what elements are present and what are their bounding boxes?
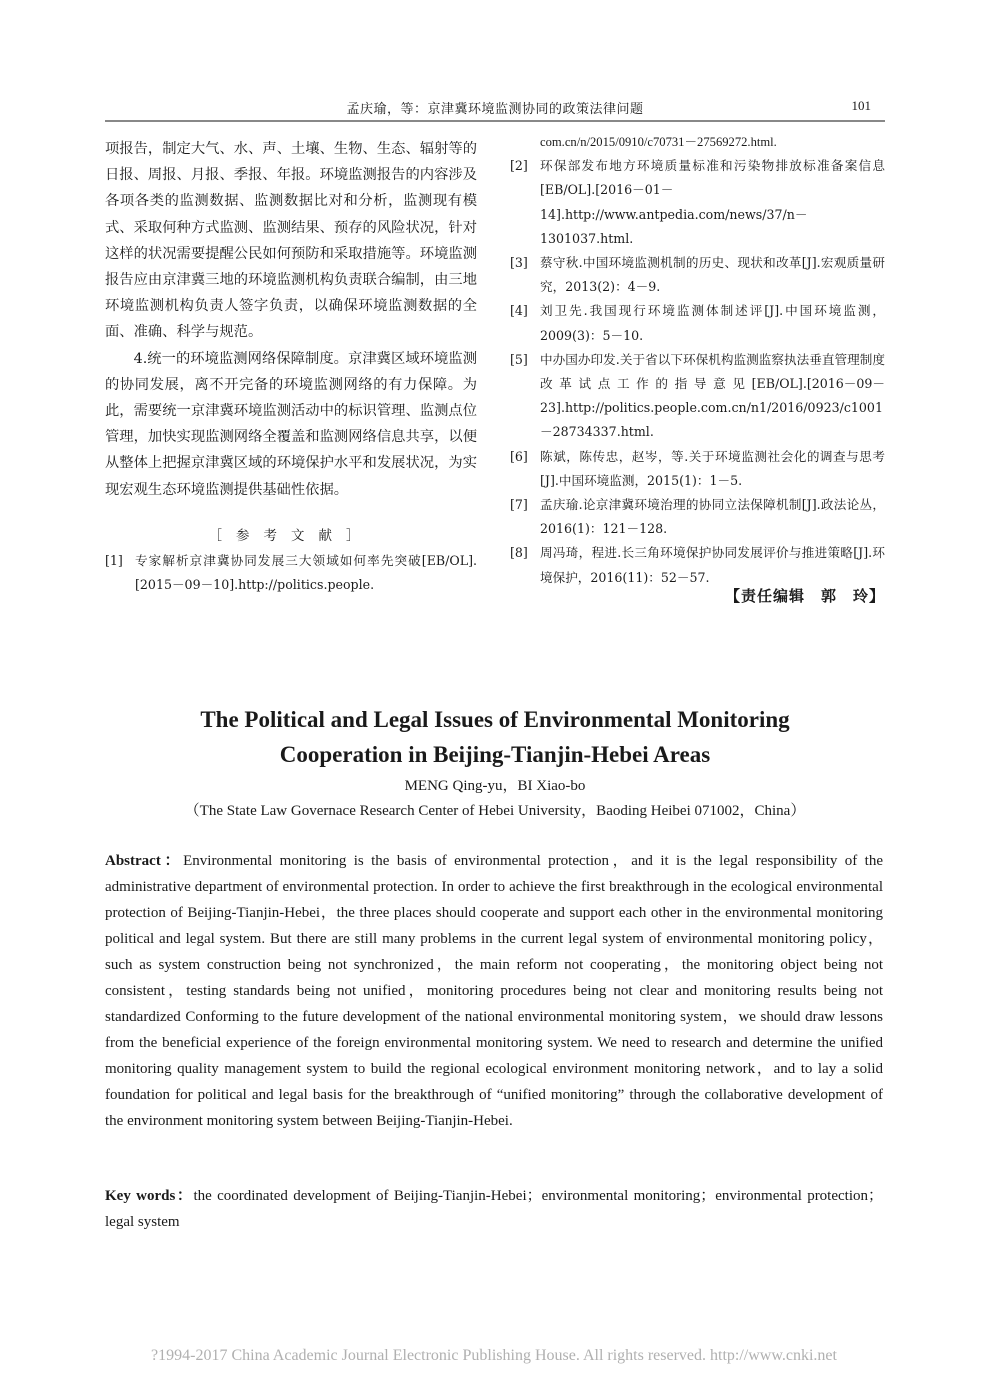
reference-text: 刘卫先.我国现行环境监测体制述评[J].中国环境监测，2009(3)：5－10. xyxy=(540,303,885,343)
page-number: 101 xyxy=(851,98,871,113)
right-column xyxy=(510,136,885,590)
keywords-label: Key words： xyxy=(105,1188,194,1204)
reference-item-continued xyxy=(510,130,885,154)
reference-item xyxy=(510,541,885,589)
reference-number: [2] xyxy=(510,158,528,174)
reference-text: 孟庆瑜.论京津冀环境治理的协同立法保障机制[J].政法论丛，2016(1)：121－128. xyxy=(540,497,885,537)
reference-number: [4] xyxy=(510,303,528,319)
keywords-text: the coordinated development of Beijing-Tianjin-Hebei；environmental monitoring；environmental protection；legal system xyxy=(105,1188,884,1230)
reference-item xyxy=(510,299,885,347)
english-affiliation: （The State Law Governace Research Center of Hebei University，Baoding Heibei 071002，China） xyxy=(184,803,806,819)
reference-text: 环保部发布地方环境质量标准和污染物排放标准备案信息[EB/OL].[2016－01－14].http://www.antpedia.com/news/37/n－1301037.html. xyxy=(540,158,885,246)
reference-item xyxy=(510,154,885,251)
reference-item xyxy=(510,493,885,541)
reference-number: [6] xyxy=(510,448,528,464)
references-list-left xyxy=(105,549,477,597)
reference-item xyxy=(510,445,885,493)
english-title-line-1: The Political and Legal Issues of Environmental Monitoring xyxy=(200,707,790,732)
reference-item xyxy=(510,251,885,299)
reference-text: 中办国办印发.关于省以下环保机构监测监察执法垂直管理制度改革试点工作的指导意见[EB/OL].[2016－09－23].http://politics.people.com.cn/n1/2016/0923/c1001－28734337.html. xyxy=(540,351,885,440)
reference-item xyxy=(510,348,885,445)
reference-number: [5] xyxy=(510,351,528,367)
references-list-right xyxy=(510,130,885,590)
body-paragraph: 项报告，制定大气、水、声、土壤、生物、生态、辐射等的日报、周报、月报、季报、年报。环境监测报告的内容涉及各项各类的监测数据、监测数据比对和分析，监测现有模式、采取何种方式监测、监测结果、预存的风险状况，针对这样的状况需要提醒公民如何预防和采取措施等。环境监测报告应由京津冀三地的环境监测机构负责联合编制，由三地环境监测机构负责人签字负责，以确保环境监测数据的全面、准确、科学与规范。 xyxy=(105,141,477,341)
reference-number: [1] xyxy=(105,553,123,569)
body-paragraph: 4.统一的环境监测网络保障制度。京津冀区域环境监测的协同发展，离不开完备的环境监测网络的有力保障。为此，需要统一京津冀环境监测活动中的标识管理、监测点位管理，加快实现监测网络全覆盖和监测网络信息共享，以便从整体上把握京津冀区域的环境保护水平和发展状况，为实现宏观生态环境监测提供基础性依据。 xyxy=(105,350,477,498)
english-abstract xyxy=(105,848,883,1134)
references-heading: ［参考文献］ xyxy=(208,527,374,544)
left-column xyxy=(105,136,477,597)
running-head xyxy=(105,98,885,122)
copyright-footer: ?1994-2017 China Academic Journal Electronic Publishing House. All rights reserved. http://www.cnki.net xyxy=(151,1347,837,1364)
reference-number: [3] xyxy=(510,255,528,271)
reference-text: com.cn/n/2015/0910/c70731－27569272.html. xyxy=(540,135,777,149)
reference-text: 专家解析京津冀协同发展三大领域如何率先突破[EB/OL].[2015－09－10].http://politics.people. xyxy=(135,553,477,593)
english-title xyxy=(100,702,890,772)
english-keywords xyxy=(105,1183,883,1235)
reference-text: 周冯琦，程进.长三角环境保护协同发展评价与推进策略[J].环境保护，2016(11)：52－57. xyxy=(540,545,885,585)
responsible-editor: 【责任编辑 郭 玲】 xyxy=(724,587,885,605)
english-authors: MENG Qing-yu，BI Xiao-bo xyxy=(404,778,586,794)
abstract-label: Abstract： xyxy=(105,853,184,869)
running-head-title: 孟庆瑜，等：京津冀环境监测协同的政策法律问题 xyxy=(346,102,644,117)
reference-text: 蔡守秋.中国环境监测机制的历史、现状和改革[J].宏观质量研究，2013(2)：4－9. xyxy=(540,255,885,295)
english-title-line-2: Cooperation in Beijing-Tianjin-Hebei Areas xyxy=(279,742,711,767)
reference-item xyxy=(105,549,477,597)
abstract-text: Environmental monitoring is the basis of environmental protection，and it is the legal responsibility of the administrative department of environmental protection. In order to achieve the first breakthrough in the ecological environmental protection of Beijing-Tianjin-Hebei，the three places should cooperate and support each other in the environmental monitoring political and legal system. But there are still many problems in the current legal system of environmental monitoring policy，such as system construction being not synchronized，the main reform not cooperating，the monitoring object being not consistent，testing standards being not unified，monitoring procedures being not clear and monitoring results being not standardized Conforming to the future development of the national environmental monitoring system，we should draw lessons from the beneficial experience of the foreign environmental monitoring system. We need to research and determine the unified monitoring quality management system to build the regional ecological environment monitoring network，and to lay a solid foundation for political and legal basis for the breakthrough of “unified monitoring” through the collaborative development of the environment monitoring system between Beijing-Tianjin-Hebei. xyxy=(105,853,884,1129)
reference-text: 陈斌，陈传忠，赵岑，等.关于环境监测社会化的调查与思考[J].中国环境监测，2015(1)：1－5. xyxy=(540,448,885,488)
reference-number: [8] xyxy=(510,545,528,561)
reference-number: [7] xyxy=(510,497,528,513)
